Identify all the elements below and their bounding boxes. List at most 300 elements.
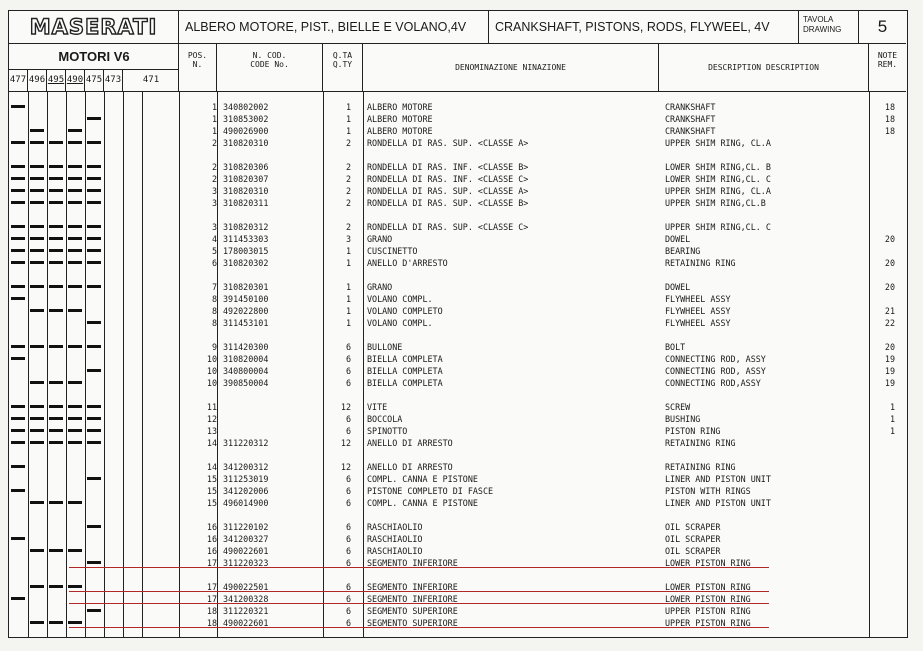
pos-cell: 1 — [211, 114, 217, 124]
pos-cell: 8 — [211, 306, 217, 316]
english-desc-cell: LOWER SHIM RING,CL. C — [665, 174, 771, 184]
english-desc-cell: FLYWHEEL ASSY — [665, 318, 731, 328]
qty-cell: 1 — [345, 114, 351, 124]
applicability-mark — [49, 381, 63, 384]
note-cell: 19 — [884, 366, 895, 376]
applicability-mark — [87, 177, 101, 180]
italian-desc-cell: VOLANO COMPL. — [367, 318, 433, 328]
english-desc-cell: BEARING — [665, 246, 701, 256]
code-cell: 310820306 — [223, 162, 269, 172]
english-desc-cell: FLYWHEEL ASSY — [665, 306, 731, 316]
drawing-number: 5 — [877, 17, 888, 36]
note-header — [869, 43, 906, 91]
qty-header — [323, 43, 363, 91]
applicability-mark — [11, 165, 25, 168]
applicability-mark — [49, 237, 63, 240]
table-row — [9, 197, 906, 209]
pos-cell: 8 — [211, 318, 217, 328]
english-desc-cell: LINER AND PISTON UNIT — [665, 474, 771, 484]
pos-cell: 1 — [211, 126, 217, 136]
applicability-mark — [11, 189, 25, 192]
code-cell: 311220312 — [223, 438, 269, 448]
applicability-mark — [30, 585, 44, 588]
applicability-mark — [68, 201, 82, 204]
title-italian: ALBERO MOTORE, PIST., BIELLE E VOLANO,4V — [179, 11, 489, 43]
pos-cell: 7 — [211, 282, 217, 292]
qty-cell: 2 — [345, 162, 351, 172]
italian-desc-cell: BIELLA COMPLETA — [367, 354, 443, 364]
table-row — [9, 185, 906, 197]
code-cell: 178003015 — [223, 246, 269, 256]
table-row — [9, 113, 906, 125]
red-underline — [69, 603, 769, 604]
qty-cell: 3 — [345, 234, 351, 244]
pos-cell: 18 — [206, 618, 217, 628]
italian-desc-cell: ANELLO D'ARRESTO — [367, 258, 448, 268]
applicability-mark — [11, 177, 25, 180]
italian-desc-cell: RASCHIAOLIO — [367, 534, 423, 544]
applicability-mark — [49, 417, 63, 420]
applicability-mark — [87, 441, 101, 444]
applicability-mark — [87, 417, 101, 420]
table-row — [9, 485, 906, 497]
italian-desc-cell: ALBERO MOTORE — [367, 126, 433, 136]
parts-table — [9, 91, 906, 637]
red-underline — [69, 591, 769, 592]
italian-desc-cell: COMPL. CANNA E PISTONE — [367, 498, 478, 508]
note-cell: 1 — [889, 414, 895, 424]
qty-cell: 1 — [345, 306, 351, 316]
pos-cell: 17 — [206, 594, 217, 604]
engine-475: 475 — [85, 69, 104, 91]
italian-desc-cell: SPINOTTO — [367, 426, 408, 436]
pos-cell: 8 — [211, 294, 217, 304]
applicability-mark — [30, 381, 44, 384]
red-underline — [69, 567, 769, 568]
code-label-2: CODE No. — [250, 60, 289, 69]
table-row — [9, 233, 906, 245]
code-cell: 310820302 — [223, 258, 269, 268]
italian-desc-cell: ANELLO DI ARRESTO — [367, 462, 453, 472]
applicability-mark — [68, 141, 82, 144]
code-cell: 310820301 — [223, 282, 269, 292]
table-row — [9, 401, 906, 413]
applicability-mark — [87, 237, 101, 240]
applicability-mark — [30, 225, 44, 228]
applicability-mark — [49, 177, 63, 180]
table-row — [9, 533, 906, 545]
english-desc-cell: UPPER PISTON RING — [665, 606, 751, 616]
english-desc-cell: LOWER SHIM RING,CL. B — [665, 162, 771, 172]
italian-desc-cell: BIELLA COMPLETA — [367, 366, 443, 376]
qty-cell: 1 — [345, 258, 351, 268]
table-row — [9, 101, 906, 113]
italian-desc-cell: ANELLO DI ARRESTO — [367, 438, 453, 448]
italian-desc-cell: SEGMENTO INFERIORE — [367, 558, 458, 568]
english-desc-cell: OIL SCRAPER — [665, 522, 721, 532]
table-row — [9, 305, 906, 317]
applicability-mark — [11, 249, 25, 252]
applicability-mark — [11, 489, 25, 492]
applicability-mark — [30, 405, 44, 408]
pos-cell: 5 — [211, 246, 217, 256]
note-cell: 18 — [884, 102, 895, 112]
applicability-mark — [87, 249, 101, 252]
english-desc-cell: BUSHING — [665, 414, 701, 424]
table-row — [9, 377, 906, 389]
english-desc-cell: FLYWHEEL ASSY — [665, 294, 731, 304]
english-desc-cell: UPPER SHIM RING,CL.B — [665, 198, 766, 208]
qty-cell: 6 — [345, 414, 351, 424]
table-row — [9, 293, 906, 305]
applicability-mark — [87, 189, 101, 192]
table-row — [9, 125, 906, 137]
engine-473: 473 — [104, 69, 123, 91]
table-row — [9, 281, 906, 293]
pos-cell: 10 — [206, 378, 217, 388]
applicability-mark — [68, 237, 82, 240]
applicability-mark — [11, 345, 25, 348]
qty-cell: 2 — [345, 186, 351, 196]
italian-desc-cell: PISTONE COMPLETO DI FASCE — [367, 486, 494, 496]
applicability-mark — [11, 417, 25, 420]
note-cell: 1 — [889, 426, 895, 436]
applicability-mark — [11, 441, 25, 444]
applicability-mark — [49, 261, 63, 264]
italian-desc-cell: ALBERO MOTORE — [367, 114, 433, 124]
code-cell: 340800004 — [223, 366, 269, 376]
english-desc-cell: LINER AND PISTON UNIT — [665, 498, 771, 508]
code-cell: 311253019 — [223, 474, 269, 484]
qty-cell: 6 — [345, 366, 351, 376]
qty-cell: 2 — [345, 174, 351, 184]
applicability-mark — [68, 249, 82, 252]
english-desc-cell: LOWER PISTON RING — [665, 594, 751, 604]
applicability-mark — [68, 585, 82, 588]
qty-cell: 6 — [345, 606, 351, 616]
code-cell: 311220321 — [223, 606, 269, 616]
italian-desc-cell: RASCHIAOLIO — [367, 546, 423, 556]
english-desc-cell: OIL SCRAPER — [665, 534, 721, 544]
applicability-mark — [30, 249, 44, 252]
qty-cell: 6 — [345, 354, 351, 364]
qty-cell: 6 — [345, 486, 351, 496]
applicability-mark — [11, 465, 25, 468]
pos-cell: 9 — [211, 342, 217, 352]
applicability-mark — [87, 429, 101, 432]
note-cell: 20 — [884, 282, 895, 292]
qty-cell: 2 — [345, 222, 351, 232]
italian-desc-cell: VITE — [367, 402, 388, 412]
qty-label: Q.TA — [332, 51, 353, 60]
qty-cell: 1 — [345, 318, 351, 328]
code-cell: 311220102 — [223, 522, 269, 532]
pos-cell: 15 — [206, 486, 217, 496]
applicability-mark — [30, 201, 44, 204]
applicability-mark — [87, 345, 101, 348]
applicability-mark — [68, 129, 82, 132]
italian-desc-cell: COMPL. CANNA E PISTONE — [367, 474, 478, 484]
applicability-mark — [11, 429, 25, 432]
english-desc-cell: RETAINING RING — [665, 258, 736, 268]
code-header — [217, 43, 323, 91]
applicability-mark — [11, 597, 25, 600]
table-row — [9, 245, 906, 257]
description-header: DESCRIPTION DESCRIPTION — [659, 43, 869, 91]
applicability-mark — [11, 141, 25, 144]
drawing-label — [799, 11, 859, 43]
applicability-mark — [68, 309, 82, 312]
note-cell: 21 — [884, 306, 895, 316]
table-row — [9, 317, 906, 329]
engine-495: 495 — [47, 69, 66, 91]
code-cell: 310820310 — [223, 186, 269, 196]
pos-cell: 3 — [211, 186, 217, 196]
code-cell: 492022800 — [223, 306, 269, 316]
parts-sheet — [8, 10, 908, 638]
applicability-mark — [87, 261, 101, 264]
italian-desc-cell: RONDELLA DI RAS. INF. <CLASSE C> — [367, 174, 529, 184]
table-row — [9, 605, 906, 617]
applicability-mark — [87, 369, 101, 372]
pos-cell: 2 — [211, 138, 217, 148]
applicability-mark — [30, 417, 44, 420]
pos-cell: 12 — [206, 414, 217, 424]
code-cell: 341200328 — [223, 594, 269, 604]
qty-cell: 6 — [345, 546, 351, 556]
italian-desc-cell: SEGMENTO SUPERIORE — [367, 618, 458, 628]
pos-cell: 6 — [211, 258, 217, 268]
english-desc-cell: PISTON WITH RINGS — [665, 486, 751, 496]
title-english: CRANKSHAFT, PISTONS, RODS, FLYWEEL, 4V — [489, 11, 799, 43]
applicability-mark — [68, 381, 82, 384]
applicability-mark — [30, 285, 44, 288]
applicability-mark — [49, 585, 63, 588]
code-cell: 490022501 — [223, 582, 269, 592]
italian-desc-cell: RONDELLA DI RAS. SUP. <CLASSE C> — [367, 222, 529, 232]
pos-cell: 10 — [206, 366, 217, 376]
applicability-mark — [87, 321, 101, 324]
pos-label-2: N. — [192, 60, 203, 69]
pos-cell: 15 — [206, 498, 217, 508]
code-cell: 390850004 — [223, 378, 269, 388]
code-cell: 311220323 — [223, 558, 269, 568]
applicability-mark — [49, 225, 63, 228]
applicability-mark — [68, 225, 82, 228]
code-cell: 310853002 — [223, 114, 269, 124]
applicability-mark — [68, 285, 82, 288]
code-cell: 311453101 — [223, 318, 269, 328]
table-row — [9, 437, 906, 449]
table-row — [9, 473, 906, 485]
english-desc-cell: UPPER SHIM RING, CL.A — [665, 138, 771, 148]
applicability-mark — [30, 129, 44, 132]
engine-477: 477 — [9, 69, 28, 91]
note-cell: 19 — [884, 354, 895, 364]
applicability-mark — [87, 525, 101, 528]
applicability-mark — [68, 501, 82, 504]
italian-desc-cell: ALBERO MOTORE — [367, 102, 433, 112]
english-desc-cell: CRANKSHAFT — [665, 102, 716, 112]
applicability-mark — [68, 429, 82, 432]
qty-cell: 1 — [345, 282, 351, 292]
table-row — [9, 137, 906, 149]
italian-desc-cell: RONDELLA DI RAS. SUP. <CLASSE A> — [367, 186, 529, 196]
applicability-mark — [11, 297, 25, 300]
code-cell: 341202006 — [223, 486, 269, 496]
english-desc-cell: RETAINING RING — [665, 438, 736, 448]
table-row — [9, 365, 906, 377]
table-row — [9, 341, 906, 353]
table-row — [9, 545, 906, 557]
italian-desc-cell: RONDELLA DI RAS. SUP. <CLASSE B> — [367, 198, 529, 208]
qty-cell: 6 — [345, 534, 351, 544]
applicability-mark — [87, 225, 101, 228]
table-row — [9, 353, 906, 365]
note-cell: 20 — [884, 234, 895, 244]
applicability-mark — [68, 405, 82, 408]
italian-desc-cell: RASCHIAOLIO — [367, 522, 423, 532]
italian-desc-cell: BOCCOLA — [367, 414, 403, 424]
table-row — [9, 497, 906, 509]
red-underline — [69, 627, 769, 628]
english-desc-cell: LOWER PISTON RING — [665, 558, 751, 568]
applicability-mark — [11, 105, 25, 108]
pos-cell: 18 — [206, 606, 217, 616]
brand-text: MASERATI — [29, 15, 158, 39]
drawing-sublabel: DRAWING — [803, 25, 842, 34]
maserati-logo — [9, 11, 179, 43]
applicability-mark — [30, 429, 44, 432]
engine-496: 496 — [28, 69, 47, 91]
denominazione-header: DENOMINAZIONE NINAZIONE — [363, 43, 659, 91]
applicability-mark — [30, 621, 44, 624]
applicability-mark — [11, 261, 25, 264]
table-row — [9, 221, 906, 233]
pos-cell: 10 — [206, 354, 217, 364]
english-desc-cell: DOWEL — [665, 282, 691, 292]
italian-desc-cell: SEGMENTO INFERIORE — [367, 582, 458, 592]
table-row — [9, 161, 906, 173]
italian-desc-cell: VOLANO COMPL. — [367, 294, 433, 304]
english-desc-cell: SCREW — [665, 402, 691, 412]
applicability-mark — [11, 405, 25, 408]
code-cell: 310820004 — [223, 354, 269, 364]
applicability-mark — [87, 477, 101, 480]
pos-cell: 16 — [206, 546, 217, 556]
applicability-mark — [68, 549, 82, 552]
english-desc-cell: RETAINING RING — [665, 462, 736, 472]
code-label: N. COD. — [252, 51, 287, 60]
applicability-mark — [87, 141, 101, 144]
english-desc-cell: LOWER PISTON RING — [665, 582, 751, 592]
note-cell: 19 — [884, 378, 895, 388]
table-row — [9, 425, 906, 437]
applicability-mark — [49, 621, 63, 624]
applicability-mark — [49, 501, 63, 504]
pos-cell: 14 — [206, 462, 217, 472]
code-cell: 310820307 — [223, 174, 269, 184]
code-cell: 391450100 — [223, 294, 269, 304]
english-desc-cell: DOWEL — [665, 234, 691, 244]
table-row — [9, 413, 906, 425]
qty-cell: 1 — [345, 294, 351, 304]
note-cell: 22 — [884, 318, 895, 328]
applicability-mark — [87, 117, 101, 120]
qty-cell: 6 — [345, 342, 351, 352]
applicability-mark — [30, 237, 44, 240]
applicability-mark — [68, 621, 82, 624]
pos-cell: 17 — [206, 558, 217, 568]
applicability-mark — [68, 189, 82, 192]
italian-desc-cell: CUSCINETTO — [367, 246, 418, 256]
qty-cell: 6 — [345, 426, 351, 436]
applicability-mark — [11, 285, 25, 288]
applicability-mark — [30, 309, 44, 312]
applicability-mark — [49, 189, 63, 192]
italian-desc-cell: BIELLA COMPLETA — [367, 378, 443, 388]
motori-title: MOTORI V6 — [9, 43, 179, 70]
note-cell: 18 — [884, 114, 895, 124]
engine-490: 490 — [66, 69, 85, 91]
pos-cell: 4 — [211, 234, 217, 244]
code-cell: 341200327 — [223, 534, 269, 544]
english-desc-cell: UPPER SHIM RING, CL.A — [665, 186, 771, 196]
applicability-mark — [68, 261, 82, 264]
applicability-mark — [68, 345, 82, 348]
pos-cell: 16 — [206, 534, 217, 544]
applicability-mark — [30, 501, 44, 504]
pos-header — [179, 43, 217, 91]
applicability-mark — [49, 201, 63, 204]
applicability-mark — [87, 405, 101, 408]
applicability-mark — [30, 177, 44, 180]
italian-desc-cell: SEGMENTO INFERIORE — [367, 594, 458, 604]
applicability-mark — [30, 549, 44, 552]
pos-cell: 2 — [211, 174, 217, 184]
english-desc-cell: CONNECTING ROD, ASSY — [665, 366, 766, 376]
table-row — [9, 257, 906, 269]
applicability-mark — [87, 201, 101, 204]
applicability-mark — [49, 345, 63, 348]
applicability-mark — [49, 141, 63, 144]
applicability-mark — [30, 261, 44, 264]
code-cell: 490022601 — [223, 618, 269, 628]
code-cell: 490026900 — [223, 126, 269, 136]
code-cell: 341200312 — [223, 462, 269, 472]
note-cell: 18 — [884, 126, 895, 136]
english-desc-cell: CONNECTING ROD,ASSY — [665, 378, 761, 388]
applicability-mark — [30, 141, 44, 144]
english-desc-cell: CRANKSHAFT — [665, 126, 716, 136]
italian-desc-cell: BULLONE — [367, 342, 403, 352]
code-cell: 490022601 — [223, 546, 269, 556]
english-desc-cell: OIL SCRAPER — [665, 546, 721, 556]
applicability-mark — [68, 441, 82, 444]
qty-cell: 1 — [345, 246, 351, 256]
qty-cell: 2 — [345, 198, 351, 208]
italian-desc-cell: VOLANO COMPLETO — [367, 306, 443, 316]
sheet-header — [9, 11, 906, 44]
applicability-mark — [49, 309, 63, 312]
pos-cell: 17 — [206, 582, 217, 592]
engine-471: 471 — [142, 75, 160, 85]
qty-cell: 1 — [345, 102, 351, 112]
pos-cell: 3 — [211, 198, 217, 208]
qty-cell: 12 — [340, 438, 351, 448]
italian-desc-cell: RONDELLA DI RAS. SUP. <CLASSE A> — [367, 138, 529, 148]
applicability-mark — [49, 429, 63, 432]
